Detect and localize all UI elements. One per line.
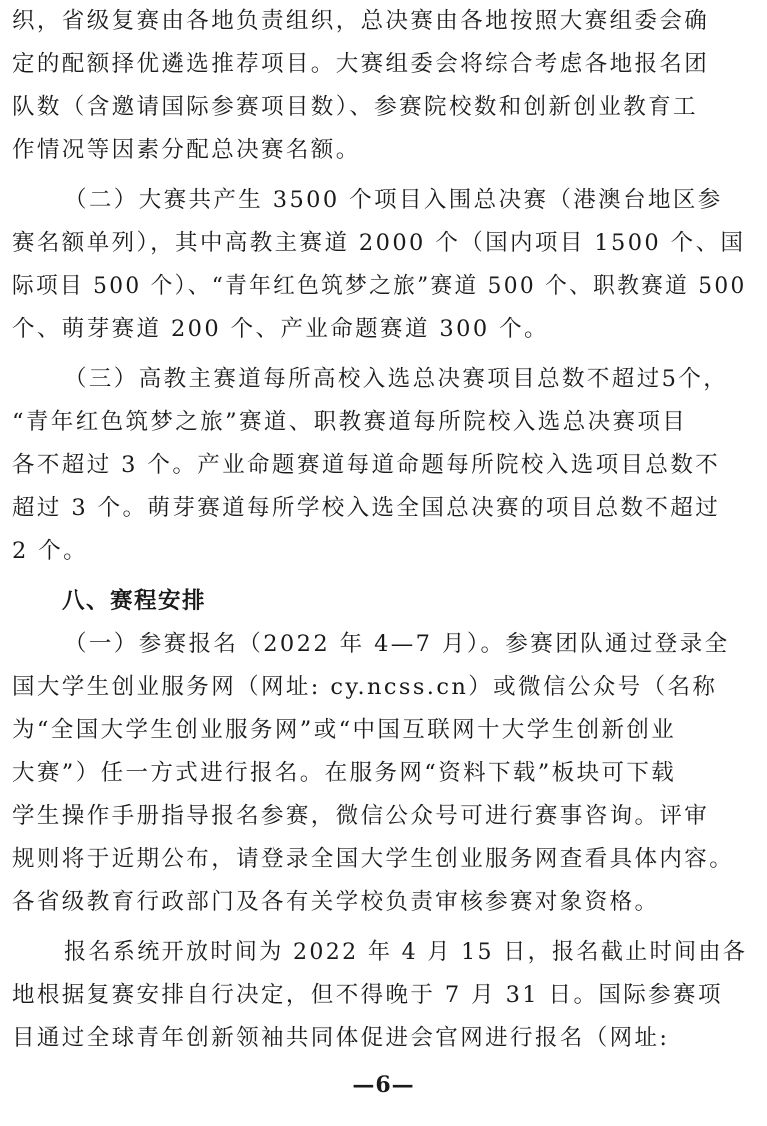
text-line: 超过 3 个。萌芽赛道每所学校入选全国总决赛的项目总数不超过: [12, 495, 721, 521]
text-line: 各不超过 3 个。产业命题赛道每道命题每所院校入选项目总数不: [12, 452, 721, 478]
text-line: 个、萌芽赛道 200 个、产业命题赛道 300 个。: [12, 316, 549, 342]
text-line: 赛名额单列），其中高教主赛道 2000 个（国内项目 1500 个、国: [12, 230, 746, 256]
paragraph-start-line: （一）参赛报名（2022 年 4—7 月）。参赛团队通过登录全: [64, 631, 730, 657]
text-line: 为“全国大学生创业服务网”或“中国互联网十大学生创新创业: [12, 717, 677, 743]
text-line: 队数（含邀请国际参赛项目数）、参赛院校数和创新创业教育工: [12, 94, 698, 120]
paragraph-start-line: （三）高教主赛道每所高校入选总决赛项目总数不超过5个，: [64, 366, 729, 392]
text-line: 学生操作手册指导报名参赛，微信公众号可进行赛事咨询。评审: [12, 803, 710, 829]
page-number: —6—: [352, 1072, 415, 1098]
text-line: 国大学生创业服务网（网址: cy.ncss.cn）或微信公众号（名称: [12, 674, 718, 700]
text-line: “青年红色筑梦之旅”赛道、职教赛道每所院校入选总决赛项目: [12, 409, 688, 435]
text-line: 各省级教育行政部门及各有关学校负责审核参赛对象资格。: [12, 889, 660, 915]
text-line: 际项目 500 个）、“青年红色筑梦之旅”赛道 500 个、职教赛道 500: [12, 273, 747, 299]
text-line: 地根据复赛安排自行决定，但不得晚于 7 月 31 日。国际参赛项: [12, 982, 723, 1008]
paragraph-start-line: 报名系统开放时间为 2022 年 4 月 15 日，报名截止时间由各: [64, 939, 748, 965]
text-line: 作情况等因素分配总决赛名额。: [12, 137, 361, 163]
text-line: 2 个。: [12, 538, 89, 564]
section-heading: 八、赛程安排: [62, 588, 207, 614]
text-line: 织，省级复赛由各地负责组织，总决赛由各地按照大赛组委会确: [12, 8, 710, 34]
text-line: 大赛”）任一方式进行报名。在服务网“资料下载”板块可下载: [12, 760, 677, 786]
text-line: 定的配额择优遴选推荐项目。大赛组委会将综合考虑各地报名团: [12, 51, 710, 77]
text-line: 目通过全球青年创新领袖共同体促进会官网进行报名（网址:: [12, 1025, 670, 1051]
paragraph-start-line: （二）大赛共产生 3500 个项目入围总决赛（港澳台地区参: [64, 187, 723, 213]
text-line: 规则将于近期公布，请登录全国大学生创业服务网查看具体内容。: [12, 846, 735, 872]
